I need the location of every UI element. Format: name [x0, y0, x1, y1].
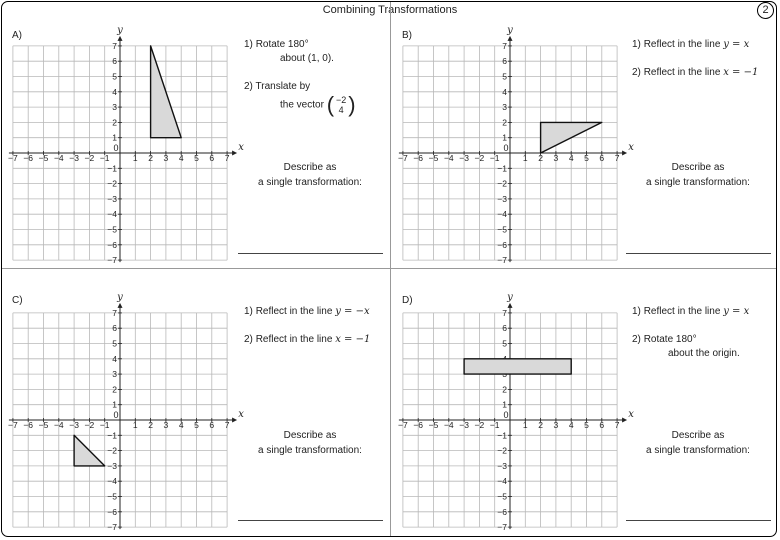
x-tick-label-d: −3 [459, 420, 469, 430]
x-tick-label-b: −6 [413, 153, 424, 163]
question-d-step-1: 1) Reflect in the line y = x [632, 306, 750, 317]
y-tick-label-a: 6 [112, 56, 117, 67]
x-tick-label-a: −5 [38, 153, 49, 163]
x-axis-arrow-c [232, 418, 237, 423]
y-axis-arrow-b [508, 36, 513, 41]
y-tick-label-a: −3 [107, 193, 117, 204]
y-tick-label-b: −1 [497, 163, 507, 174]
x-tick-label-d: 6 [599, 420, 605, 430]
x-tick-label-d: −4 [443, 420, 454, 430]
x-tick-label-c: 4 [178, 420, 184, 430]
column-vector: ( −2 4 ) [326, 92, 356, 117]
x-tick-label-b: −5 [428, 153, 439, 163]
x-tick-label-c: −7 [8, 420, 18, 430]
x-tick-label-b: 5 [584, 153, 589, 163]
y-tick-label-b: 4 [502, 86, 507, 97]
y-axis-label-a: y [117, 24, 123, 36]
y-tick-label-c: −1 [107, 430, 117, 441]
y-tick-label-c: 6 [112, 323, 117, 334]
question-a-step-1 [244, 38, 356, 66]
step-text-detail: the vector [280, 99, 324, 111]
x-tick-label-a: 3 [163, 153, 169, 163]
question-a-label: A) [12, 30, 22, 41]
y-tick-label-c: 3 [112, 369, 117, 380]
y-tick-label-c: −7 [107, 522, 117, 533]
y-tick-label-c: −2 [107, 445, 117, 456]
x-tick-label-c: −4 [53, 420, 64, 430]
y-tick-label-d: 1 [502, 399, 507, 410]
y-tick-label-c: 5 [112, 338, 117, 349]
question-a-answer-line[interactable] [238, 253, 383, 254]
x-tick-label-d: 2 [538, 420, 543, 430]
x-tick-label-b: 3 [553, 153, 559, 163]
y-tick-label-a: −5 [107, 224, 117, 235]
x-axis-label-a: x [238, 142, 244, 153]
question-c-steps [244, 305, 370, 361]
question-b-steps [632, 38, 758, 94]
question-b-describe: Describe as a single transformation: [646, 162, 750, 188]
question-d-steps [632, 305, 749, 375]
x-tick-label-c: −3 [69, 420, 79, 430]
y-tick-label-d: −4 [497, 476, 507, 487]
y-tick-label-d: −1 [497, 430, 507, 441]
shape-d [464, 359, 571, 374]
page-number-badge: 2 [757, 2, 774, 19]
x-tick-label-d: 1 [522, 420, 528, 430]
y-tick-label-b: −4 [497, 209, 507, 220]
y-tick-label-a: 2 [112, 117, 117, 128]
x-axis-label-d: x [628, 409, 634, 420]
question-c-step-1: 1) Reflect in the line y = −x [244, 306, 370, 317]
y-tick-label-c: −3 [107, 460, 117, 471]
y-tick-label-d: 5 [502, 338, 507, 349]
y-tick-label-b: −6 [497, 239, 507, 250]
y-tick-label-d: −7 [497, 522, 507, 533]
question-a-describe: Describe as a single transformation: [258, 162, 362, 188]
y-tick-label-d: −5 [497, 491, 507, 502]
y-axis-arrow-a [118, 36, 123, 41]
y-tick-label-b: 3 [502, 102, 507, 113]
x-tick-label-c: 1 [132, 420, 138, 430]
step-number: 2) [244, 81, 253, 92]
y-axis-label-b: y [507, 24, 513, 36]
x-axis-label-c: x [238, 409, 244, 420]
y-tick-label-a: −4 [107, 209, 117, 220]
x-tick-label-d: −6 [413, 420, 424, 430]
y-axis-label-c: y [117, 291, 123, 303]
x-tick-label-a: 5 [194, 153, 199, 163]
y-tick-label-b: 2 [502, 117, 507, 128]
x-tick-label-b: 2 [538, 153, 543, 163]
question-c-answer-line[interactable] [238, 520, 383, 521]
question-a-steps [244, 38, 356, 130]
line-equation: y = x [723, 39, 750, 50]
y-tick-label-b: −5 [497, 224, 507, 235]
y-tick-label-d: 6 [502, 323, 507, 334]
x-tick-label-a: −3 [69, 153, 79, 163]
question-a-step-2 [244, 80, 356, 116]
x-tick-label-b: 7 [614, 153, 620, 163]
step-text-detail: about (1, 0). [280, 53, 334, 64]
x-tick-label-c: 2 [148, 420, 153, 430]
x-tick-label-c: 3 [163, 420, 169, 430]
x-tick-label-c: −1 [99, 420, 110, 430]
y-tick-label-a: 5 [112, 71, 117, 82]
origin-label-c: 0 [113, 410, 119, 420]
x-tick-label-d: −1 [489, 420, 500, 430]
x-tick-label-c: 6 [209, 420, 215, 430]
y-tick-label-c: 1 [112, 399, 117, 410]
y-tick-label-a: −2 [107, 178, 117, 189]
y-tick-label-c: −5 [107, 491, 117, 502]
y-tick-label-d: 7 [502, 307, 507, 318]
x-tick-label-a: 2 [148, 153, 153, 163]
x-axis-arrow-b [622, 151, 627, 156]
y-tick-label-d: −3 [497, 460, 507, 471]
x-axis-arrow-d [622, 418, 627, 423]
y-tick-label-b: 5 [502, 71, 507, 82]
x-axis-arrow-a [232, 151, 237, 156]
x-tick-label-b: −1 [489, 153, 500, 163]
x-tick-label-d: 4 [568, 420, 574, 430]
step-text-detail-row [244, 94, 356, 116]
worksheet-title: Combining Transformations [322, 4, 458, 16]
line-equation: x = −1 [723, 67, 759, 78]
y-tick-label-b: −7 [497, 255, 507, 266]
y-tick-label-d: −2 [497, 445, 507, 456]
x-tick-label-b: −7 [398, 153, 408, 163]
y-tick-label-c: −4 [107, 476, 117, 487]
y-tick-label-b: −3 [497, 193, 507, 204]
x-tick-label-c: −5 [38, 420, 49, 430]
x-tick-label-a: −1 [99, 153, 110, 163]
x-tick-label-b: 4 [568, 153, 574, 163]
y-tick-label-a: −6 [107, 239, 117, 250]
x-tick-label-a: 7 [224, 153, 230, 163]
vector-top: −2 [336, 95, 347, 105]
x-axis-label-b: x [628, 142, 634, 153]
line-equation: x = −1 [335, 334, 371, 345]
y-tick-label-c: −6 [107, 506, 117, 517]
x-tick-label-b: −2 [474, 153, 485, 163]
y-axis-label-d: y [507, 291, 513, 303]
y-tick-label-a: 4 [112, 86, 117, 97]
y-tick-label-b: 7 [502, 40, 507, 51]
x-tick-label-a: −6 [23, 153, 34, 163]
y-tick-label-a: 3 [112, 102, 117, 113]
x-tick-label-a: 6 [209, 153, 215, 163]
x-tick-label-c: 5 [194, 420, 199, 430]
x-tick-label-a: −7 [8, 153, 18, 163]
x-tick-label-a: 1 [132, 153, 138, 163]
question-c-step-2: 2) Reflect in the line x = −1 [244, 334, 371, 345]
x-tick-label-c: −2 [84, 420, 95, 430]
x-tick-label-c: 7 [224, 420, 230, 430]
x-tick-label-b: −3 [459, 153, 469, 163]
origin-label-a: 0 [113, 143, 119, 153]
x-tick-label-d: 3 [553, 420, 559, 430]
x-tick-label-a: −2 [84, 153, 95, 163]
line-equation: y = −x [335, 306, 370, 317]
step-number: 1) [244, 39, 253, 50]
y-tick-label-c: 7 [112, 307, 117, 318]
question-c-label: C) [12, 295, 23, 306]
x-tick-label-c: −6 [23, 420, 34, 430]
x-tick-label-b: 6 [599, 153, 605, 163]
question-d-step-2: 2) Rotate 180° about the origin. [632, 334, 740, 359]
question-c-describe: Describe as a single transformation: [258, 430, 362, 456]
origin-label-d: 0 [503, 410, 509, 420]
origin-label-b: 0 [503, 143, 509, 153]
line-equation: y = x [723, 306, 750, 317]
y-tick-label-c: 2 [112, 384, 117, 395]
x-tick-label-a: 4 [178, 153, 184, 163]
question-b-step-2: 2) Reflect in the line x = −1 [632, 67, 759, 78]
question-d-answer-line[interactable] [626, 520, 771, 521]
x-tick-label-a: −4 [53, 153, 64, 163]
x-tick-label-d: −2 [474, 420, 485, 430]
step-text: Translate by [255, 81, 311, 92]
y-tick-label-b: −2 [497, 178, 507, 189]
question-b-label: B) [402, 30, 412, 41]
y-tick-label-b: 1 [502, 132, 507, 143]
question-d-describe: Describe as a single transformation: [646, 430, 750, 456]
vector-bottom: 4 [338, 105, 344, 115]
y-tick-label-a: 7 [112, 40, 117, 51]
step-text: Rotate 180° [255, 39, 309, 50]
y-axis-arrow-c [118, 303, 123, 308]
y-tick-label-a: 1 [112, 132, 117, 143]
y-tick-label-a: −1 [107, 163, 117, 174]
y-tick-label-c: 4 [112, 353, 117, 364]
y-tick-label-d: 2 [502, 384, 507, 395]
question-b-answer-line[interactable] [626, 253, 771, 254]
y-axis-arrow-d [508, 303, 513, 308]
question-b-step-1: 1) Reflect in the line y = x [632, 39, 750, 50]
y-tick-label-d: −6 [497, 506, 507, 517]
x-tick-label-b: 1 [522, 153, 528, 163]
x-tick-label-b: −4 [443, 153, 454, 163]
y-tick-label-b: 6 [502, 56, 507, 67]
x-tick-label-d: −7 [398, 420, 408, 430]
x-tick-label-d: 7 [614, 420, 620, 430]
x-tick-label-d: −5 [428, 420, 439, 430]
question-d-label: D) [402, 295, 413, 306]
x-tick-label-d: 5 [584, 420, 589, 430]
y-tick-label-a: −7 [107, 255, 117, 266]
